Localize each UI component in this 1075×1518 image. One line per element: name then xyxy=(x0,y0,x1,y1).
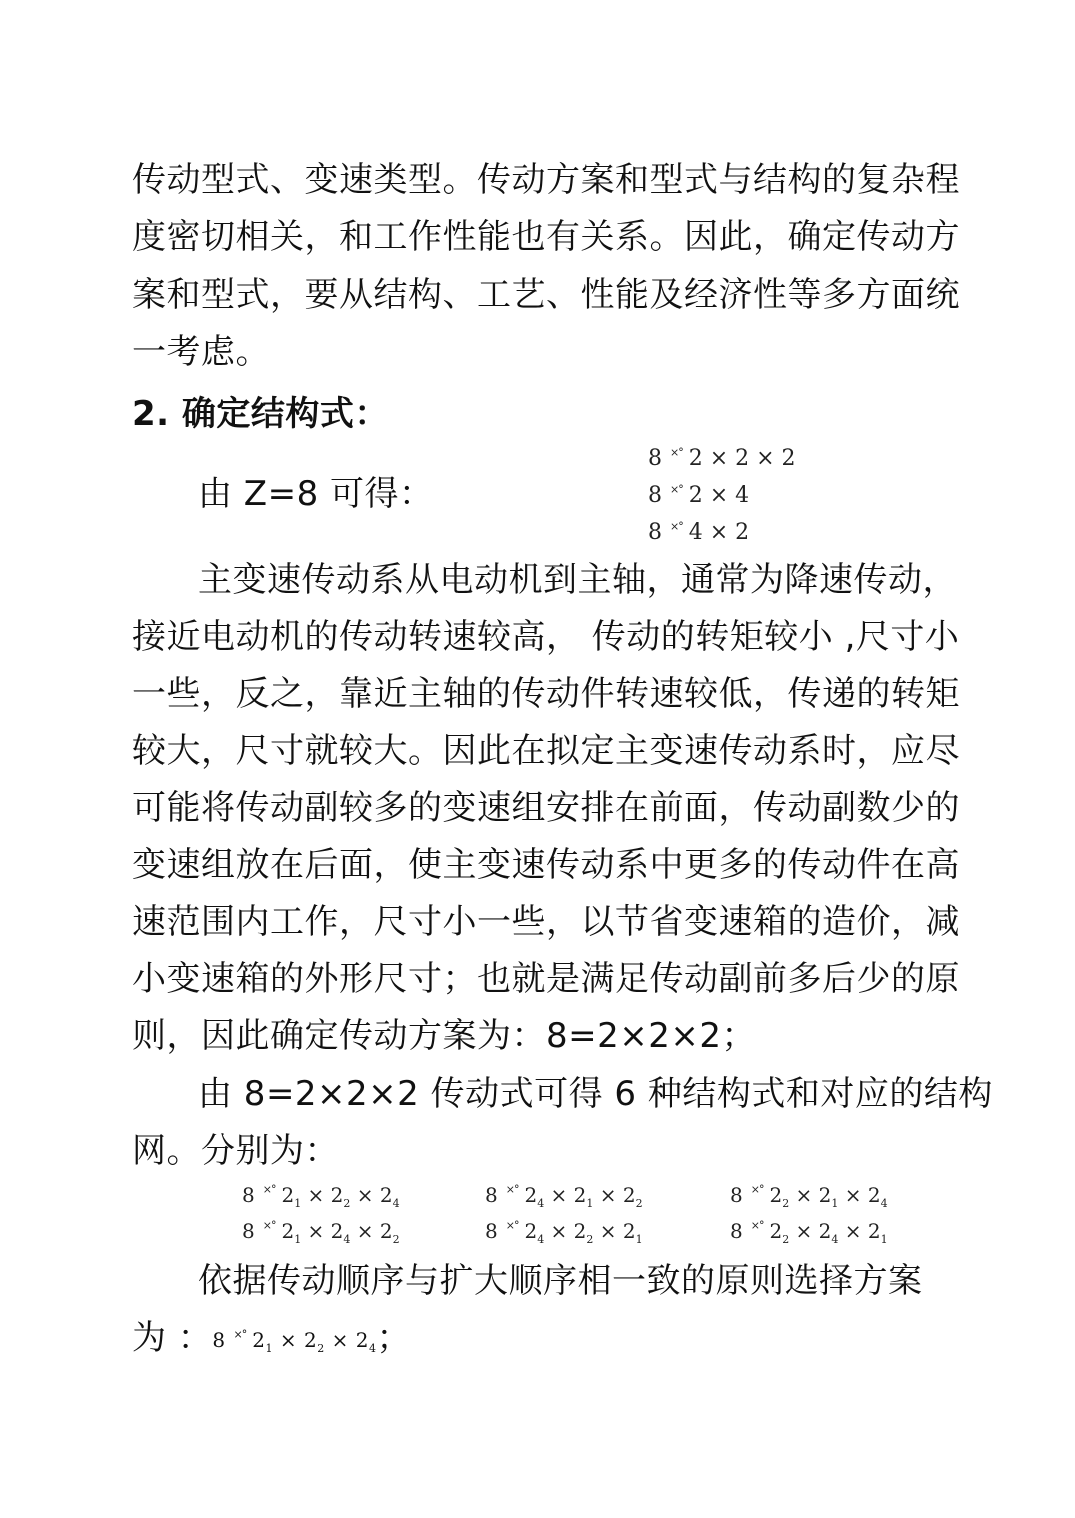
times-sign: × xyxy=(795,1219,813,1243)
term-index: 1 xyxy=(265,1342,273,1355)
term-base: 2 xyxy=(769,1183,783,1207)
term-base: 2 xyxy=(818,1219,832,1243)
paragraph-1-line-4: 一考虑。 xyxy=(132,332,270,372)
times-sign: × xyxy=(331,1328,349,1352)
paragraph-2-line-2: 接近电动机的传动转速较高， 传动的转矩较小 ,尺寸小 xyxy=(132,617,960,657)
z-formula-3-rhs: 4 × 2 xyxy=(688,520,750,545)
term-base: 2 xyxy=(281,1183,295,1207)
term-base: 2 xyxy=(379,1183,393,1207)
z-formula-1 xyxy=(648,446,796,475)
term-index: 1 xyxy=(586,1197,594,1210)
structure-formula-3-lhs: 8 xyxy=(730,1183,743,1207)
z-formula-1-rel: ×° xyxy=(670,446,683,459)
structure-formula-3 xyxy=(730,1182,888,1217)
term-index: 1 xyxy=(294,1197,302,1210)
term-index: 4 xyxy=(368,1342,377,1355)
term-index: 2 xyxy=(782,1197,790,1210)
times-sign: × xyxy=(599,1219,617,1243)
paragraph-1-line-2: 度密切相关，和工作性能也有关系。因此，确定传动方 xyxy=(132,217,960,257)
term-base: 2 xyxy=(622,1219,636,1243)
term-base: 2 xyxy=(573,1219,587,1243)
structure-formula-6-lhs: 8 xyxy=(730,1219,743,1243)
term-index: 2 xyxy=(317,1342,325,1355)
structure-formula-5-rel: ×° xyxy=(505,1219,519,1232)
times-sign: × xyxy=(307,1183,325,1207)
paragraph-2-line-8: 小变速箱的外形尺寸；也就是满足传动副前多后少的原 xyxy=(132,959,960,999)
term-index: 4 xyxy=(392,1197,400,1210)
paragraph-2-line-4: 较大，尺寸就较大。因此在拟定主变速传动系时，应尽 xyxy=(132,731,960,771)
times-sign: × xyxy=(599,1183,617,1207)
term-base: 2 xyxy=(252,1328,266,1352)
paragraph-3-line-1: 由 8=2×2×2 传动式可得 6 种结构式和对应的结构 xyxy=(198,1074,993,1114)
structure-formula-2 xyxy=(485,1182,643,1217)
term-base: 2 xyxy=(330,1183,344,1207)
z-formula-3-lhs: 8 xyxy=(648,520,662,545)
term-base: 2 xyxy=(524,1183,538,1207)
structure-formula-4 xyxy=(242,1218,400,1253)
term-base: 2 xyxy=(303,1328,318,1352)
paragraph-3-line-2: 网。分别为： xyxy=(132,1131,339,1171)
times-sign: × xyxy=(550,1219,568,1243)
term-base: 2 xyxy=(281,1219,295,1243)
z-formula-3 xyxy=(648,520,749,549)
z-line: 由 Z=8 可得： xyxy=(198,474,434,514)
paragraph-4-line-2 xyxy=(132,1318,411,1371)
z-formula-1-lhs: 8 xyxy=(648,446,662,471)
term-index: 1 xyxy=(880,1233,888,1246)
term-base: 2 xyxy=(818,1183,832,1207)
structure-formula-3-rel: ×° xyxy=(750,1183,764,1196)
paragraph-4-line-2-suffix: ； xyxy=(376,1318,411,1358)
term-index: 2 xyxy=(635,1197,643,1210)
term-index: 2 xyxy=(343,1197,351,1210)
paragraph-1-line-3: 案和型式，要从结构、工艺、性能及经济性等多方面统 xyxy=(132,275,960,315)
term-index: 1 xyxy=(831,1197,839,1210)
term-index: 2 xyxy=(782,1233,790,1246)
paragraph-2-line-1: 主变速传动系从电动机到主轴，通常为降速传动， xyxy=(198,560,957,600)
term-base: 2 xyxy=(330,1219,344,1243)
times-sign: × xyxy=(279,1328,298,1352)
paragraph-2-line-7: 速范围内工作，尺寸小一些，以节省变速箱的造价，减 xyxy=(132,902,960,942)
times-sign: × xyxy=(550,1183,568,1207)
chosen-formula-rel: ×° xyxy=(233,1328,247,1341)
z-formula-1-rhs: 2 × 2 × 2 xyxy=(688,446,796,471)
paragraph-2-line-5: 可能将传动副较多的变速组安排在前面，传动副数少的 xyxy=(132,788,960,828)
structure-formula-1-rel: ×° xyxy=(262,1183,276,1196)
term-index: 4 xyxy=(537,1197,545,1210)
structure-formula-5 xyxy=(485,1218,643,1253)
z-formula-2 xyxy=(648,483,749,512)
section-heading: 2. 确定结构式： xyxy=(132,394,389,434)
structure-formula-5-lhs: 8 xyxy=(485,1219,498,1243)
term-index: 2 xyxy=(586,1233,594,1246)
structure-formula-6 xyxy=(730,1218,888,1253)
term-index: 1 xyxy=(294,1233,302,1246)
structure-formula-1-lhs: 8 xyxy=(242,1183,255,1207)
term-base: 2 xyxy=(573,1183,587,1207)
term-base: 2 xyxy=(867,1219,881,1243)
z-formula-2-lhs: 8 xyxy=(648,483,662,508)
paragraph-2-line-3: 一些，反之，靠近主轴的传动件转速较低，传递的转矩 xyxy=(132,674,960,714)
term-base: 2 xyxy=(769,1219,783,1243)
times-sign: × xyxy=(356,1183,374,1207)
structure-formula-4-lhs: 8 xyxy=(242,1219,255,1243)
term-base: 2 xyxy=(379,1219,393,1243)
term-base: 2 xyxy=(355,1328,369,1352)
chosen-formula-lhs: 8 xyxy=(212,1328,226,1352)
z-formula-2-rhs: 2 × 4 xyxy=(688,483,750,508)
chosen-formula xyxy=(212,1328,377,1355)
z-formula-3-rel: ×° xyxy=(670,520,683,533)
term-base: 2 xyxy=(524,1219,538,1243)
structure-formula-4-rel: ×° xyxy=(262,1219,276,1232)
term-index: 4 xyxy=(880,1197,888,1210)
term-base: 2 xyxy=(622,1183,636,1207)
times-sign: × xyxy=(307,1219,325,1243)
structure-formula-1 xyxy=(242,1182,400,1217)
times-sign: × xyxy=(356,1219,374,1243)
paragraph-4-line-2-prefix: 为 ： xyxy=(132,1318,213,1358)
times-sign: × xyxy=(844,1183,862,1207)
structure-formula-2-rel: ×° xyxy=(505,1183,519,1196)
times-sign: × xyxy=(844,1219,862,1243)
z-formula-2-rel: ×° xyxy=(670,483,683,496)
paragraph-2-line-6: 变速组放在后面，使主变速传动系中更多的传动件在高 xyxy=(132,845,960,885)
paragraph-2-line-9: 则，因此确定传动方案为：8=2×2×2； xyxy=(132,1016,756,1056)
structure-formula-2-lhs: 8 xyxy=(485,1183,498,1207)
structure-formula-6-rel: ×° xyxy=(750,1219,764,1232)
term-index: 2 xyxy=(392,1233,400,1246)
paragraph-1-line-1: 传动型式、变速类型。传动方案和型式与结构的复杂程 xyxy=(132,160,960,200)
term-base: 2 xyxy=(867,1183,881,1207)
term-index: 4 xyxy=(831,1233,839,1246)
term-index: 4 xyxy=(343,1233,351,1246)
times-sign: × xyxy=(795,1183,813,1207)
term-index: 1 xyxy=(635,1233,643,1246)
term-index: 4 xyxy=(537,1233,545,1246)
paragraph-4-line-1: 依据传动顺序与扩大顺序相一致的原则选择方案 xyxy=(198,1261,923,1301)
